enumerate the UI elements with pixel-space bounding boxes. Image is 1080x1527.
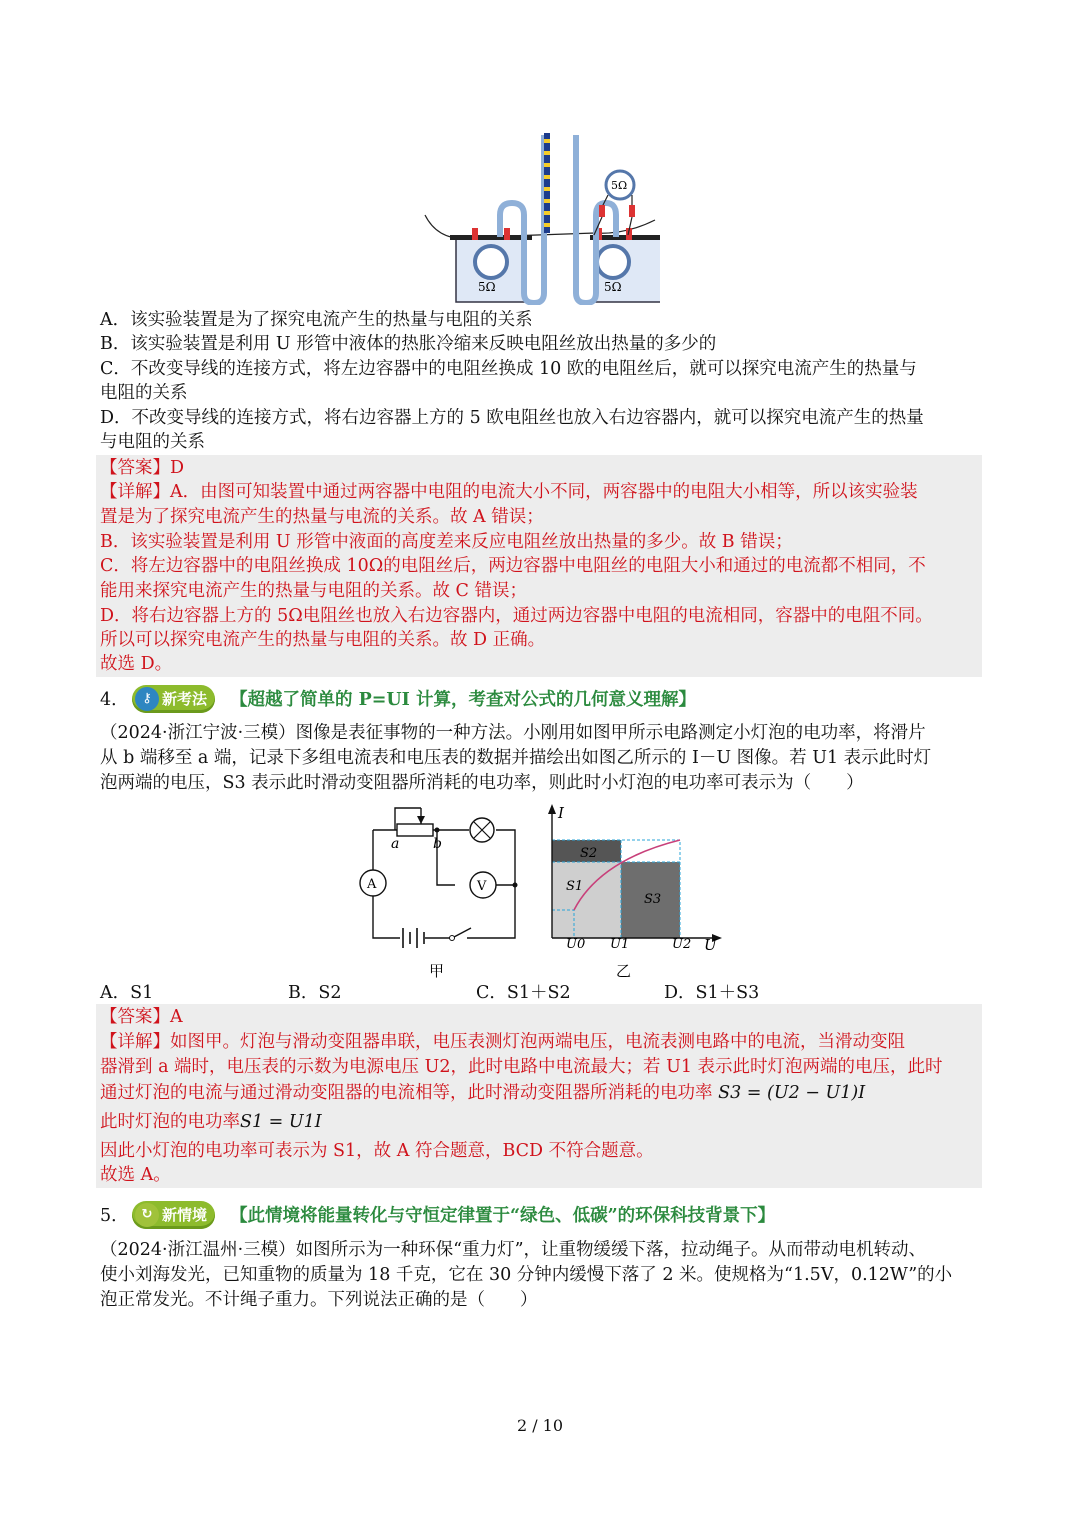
q4-stem-2: 从 b 端移至 a 端，记录下多组电流表和电压表的数据并描绘出如图乙所示的 I－U 图像。若 U1 表示此时灯 [100, 748, 932, 768]
q3-answer: 【答案】D [100, 458, 185, 478]
area-s2-label: S2 [580, 846, 598, 861]
q5-number: 5． [100, 1206, 129, 1226]
q3-option-c-cont: 电阻的关系 [100, 383, 188, 403]
q4-stem-1: （2024·浙江宁波·三模）图像是表征事物的一种方法。小刚用如图甲所示电路测定小灯泡的电功率，将滑片 [100, 723, 926, 743]
q4-detail-5: 因此小灯泡的电功率可表示为 S1，故 A 符合题意，BCD 不符合题意。 [100, 1141, 654, 1161]
area-s1-label: S1 [566, 879, 584, 894]
q5-stem-1: （2024·浙江温州·三模）如图所示为一种环保“重力灯”，让重物缓缓下落，拉动绳子。从而带动电机转动、 [100, 1240, 927, 1260]
figure-yi-caption: 乙 [616, 962, 632, 980]
q4-detail-6: 故选 A。 [100, 1165, 171, 1185]
q3-detail-7: 所以可以探究电流产生的热量与电阻的关系。故 D 正确。 [100, 630, 546, 650]
q5-badge: ↻ 新情境 [132, 1201, 215, 1229]
q4-headline: 【超越了简单的 P=UI 计算，考查对公式的几何意义理解】 [230, 690, 696, 710]
q4-detail-4: 此时灯泡的电功率S1 = U1I [100, 1112, 322, 1132]
q3-detail-5: 能用来探究电流产生的热量与电阻的关系。故 C 错误； [100, 581, 528, 601]
q4-option-b: B．S2 [288, 983, 342, 1003]
circuit-diagram-jia [355, 800, 525, 980]
page-number: 2 / 10 [516, 1416, 564, 1435]
q3-detail-6: D．将右边容器上方的 5Ω电阻丝也放入右边容器内，通过两边容器中电阻的电流相同，容器中的电阻不同。 [100, 606, 933, 626]
q3-detail-8: 故选 D。 [100, 654, 173, 674]
q4-number: 4． [100, 690, 129, 710]
q3-option-d-cont: 与电阻的关系 [100, 432, 205, 452]
tick-u0-label: U0 [566, 937, 586, 952]
area-s3-label: S3 [644, 892, 662, 907]
figure-jia-caption: 甲 [429, 962, 445, 980]
q4-badge: ⚷ 新考法 [132, 685, 215, 713]
q4-option-a: A．S1 [100, 983, 154, 1003]
q4-answer: 【答案】A [100, 1007, 183, 1027]
q5-stem-3: 泡正常发光。不计绳子重力。下列说法正确的是（ ） [100, 1290, 538, 1310]
q5-stem-2: 使小刘海发光，已知重物的质量为 18 千克，它在 30 分钟内缓慢下落了 2 米。使规格为“1.5V，0.12W”的小 [100, 1265, 953, 1285]
q4-detail-1: 【详解】如图甲。灯泡与滑动变阻器串联，电压表测灯泡两端电压，电流表测电路中的电流，当滑动变阻 [100, 1032, 905, 1052]
ammeter-label: A [367, 877, 377, 892]
q4-option-c: C．S1＋S2 [476, 983, 571, 1003]
q4-stem-3: 泡两端的电压，S3 表示此时滑动变阻器所消耗的电功率，则此时小灯泡的电功率可表示为（ ） [100, 773, 864, 793]
axis-u-label: U [704, 936, 717, 954]
q3-detail-1: 【详解】A．由图可知装置中通过两容器中电阻的电流大小不同，两容器中的电阻大小相等，所以该实验装 [100, 482, 918, 502]
q4-option-d: D．S1＋S3 [664, 983, 760, 1003]
q3-detail-4: C．将左边容器中的电阻丝换成 10Ω的电阻丝后，两边容器中电阻丝的电阻大小和通过的电流都不相同，不 [100, 556, 926, 576]
terminal-b-label: b [433, 836, 442, 852]
left-resistor-label: 5Ω [478, 280, 496, 294]
q3-option-c: C．不改变导线的连接方式，将左边容器中的电阻丝换成 10 欧的电阻丝后，就可以探究电流产生的热量与 [100, 359, 917, 379]
q3-option-a: A．该实验装置是为了探究电流产生的热量与电阻的关系 [100, 310, 533, 330]
q4-detail-3: 通过灯泡的电流与通过滑动变阻器的电流相等，此时滑动变阻器所消耗的电功率 S3 = (U2 − U1)I [100, 1083, 866, 1103]
tick-u2-label: U2 [672, 937, 692, 952]
q3-option-b: B．该实验装置是利用 U 形管中液体的热胀冷缩来反映电阻丝放出热量的多少的 [100, 334, 717, 354]
refresh-icon: ↻ [135, 1203, 159, 1227]
key-icon: ⚷ [135, 687, 159, 711]
voltmeter-label: V [477, 879, 487, 894]
q3-detail-2: 置是为了探究电流产生的热量与电流的关系。故 A 错误； [100, 507, 544, 527]
right-resistor-label: 5Ω [604, 280, 622, 294]
q3-detail-3: B．该实验装置是利用 U 形管中液面的高度差来反应电阻丝放出热量的多少。故 B 错误； [100, 532, 793, 552]
top-resistor-label: 5Ω [611, 179, 628, 192]
q4-detail-2: 器滑到 a 端时，电压表的示数为电源电压 U2，此时电路中电流最大；若 U1 表示此时灯泡两端的电压，此时 [100, 1057, 943, 1077]
q5-headline: 【此情境将能量转化与守恒定律置于“绿色、低碳”的环保科技背景下】 [230, 1206, 776, 1226]
q3-option-d: D．不改变导线的连接方式，将右边容器上方的 5 欧电阻丝也放入右边容器内，就可以探究电流产生的热量 [100, 408, 924, 428]
axis-i-label: I [558, 804, 564, 822]
terminal-a-label: a [391, 836, 400, 852]
u-tube-apparatus-figure [420, 125, 660, 305]
iu-graph-yi [540, 800, 730, 980]
tick-u1-label: U1 [610, 937, 630, 952]
